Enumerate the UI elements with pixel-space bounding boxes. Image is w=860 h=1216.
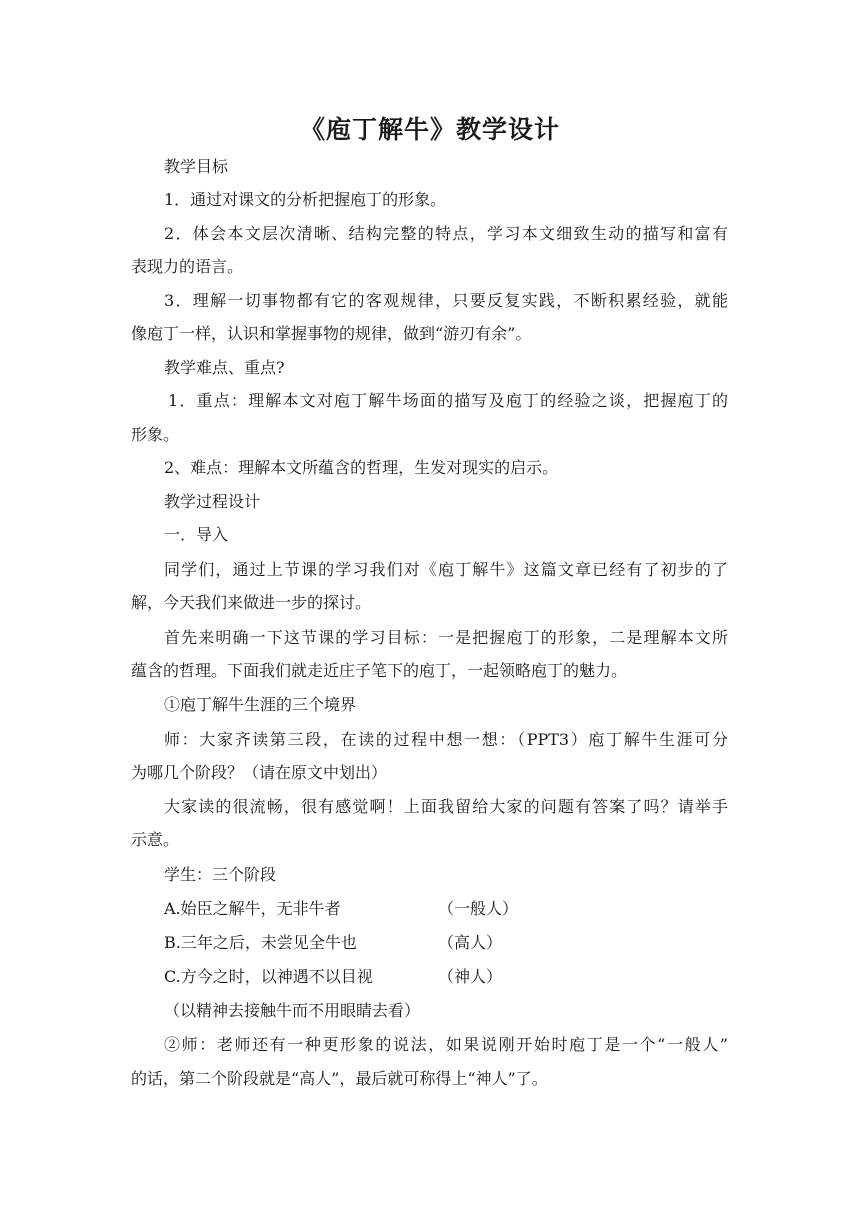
teacher-remark-line-1: ②师：老师还有一种更形象的说法，如果说刚开始时庖丁是一个“一般人” bbox=[164, 1035, 728, 1054]
goal-2-line-2: 表现力的语言。 bbox=[131, 257, 244, 276]
difficult-point: 2、难点：理解本文所蕴含的哲理，生发对现实的启示。 bbox=[164, 458, 559, 477]
teacher-prompt-line-2: 示意。 bbox=[131, 830, 180, 849]
goal-1: 1．通过对课文的分析把握庖丁的形象。 bbox=[164, 190, 447, 209]
teacher-question-line-2: 为哪几个阶段？（请在原文中划出） bbox=[131, 763, 388, 782]
goal-3-line-2: 像庖丁一样，认识和掌握事物的规律，做到“游刃有余”。 bbox=[131, 324, 532, 343]
student-answer: 学生：三个阶段 bbox=[164, 865, 277, 884]
goal-3-line-1: 3．理解一切事物都有它的客观规律，只要反复实践，不断积累经验，就能 bbox=[164, 291, 728, 310]
section-introduction: 一．导入 bbox=[164, 525, 229, 544]
document-title: 《庖丁解牛》教学设计 bbox=[299, 115, 560, 144]
stage-c: C.方今之时，以神遇不以目视 bbox=[164, 967, 373, 986]
intro-paragraph-1-line-2: 解，今天我们来做进一步的探讨。 bbox=[131, 593, 372, 612]
heading-teaching-process: 教学过程设计 bbox=[164, 492, 261, 511]
intro-paragraph-2-line-1: 首先来明确一下这节课的学习目标：一是把握庖丁的形象，二是理解本文所 bbox=[164, 628, 728, 647]
stage-c-label: （神人） bbox=[438, 967, 503, 986]
intro-paragraph-1-line-1: 同学们，通过上节课的学习我们对《庖丁解牛》这篇文章已经有了初步的了 bbox=[164, 560, 728, 579]
stage-a: A.始臣之解牛，无非牛者 bbox=[164, 899, 341, 918]
subsection-three-stages: ①庖丁解牛生涯的三个境界 bbox=[164, 695, 357, 714]
heading-key-difficult-points: 教学难点、重点? bbox=[164, 358, 285, 377]
teacher-question-line-1: 师：大家齐读第三段，在读的过程中想一想：（PPT3）庖丁解牛生涯可分 bbox=[164, 730, 728, 749]
intro-paragraph-2-line-2: 蕴含的哲理。下面我们就走近庄子笔下的庖丁，一起领略庖丁的魅力。 bbox=[131, 661, 628, 680]
stage-b-label: （高人） bbox=[438, 933, 503, 952]
stage-b: B.三年之后，未尝见全牛也 bbox=[164, 933, 357, 952]
heading-teaching-goals: 教学目标 bbox=[164, 157, 229, 176]
teacher-prompt-line-1: 大家读的很流畅，很有感觉啊！上面我留给大家的问题有答案了吗？请举手 bbox=[164, 797, 728, 816]
goal-2-line-1: 2．体会本文层次清晰、结构完整的特点，学习本文细致生动的描写和富有 bbox=[164, 224, 728, 243]
key-point-line-2: 形象。 bbox=[131, 425, 180, 444]
teacher-remark-line-2: 的话，第二个阶段就是“高人”，最后就可称得上“神人”了。 bbox=[131, 1069, 548, 1088]
stage-c-explanation: （以精神去接触牛而不用眼睛去看） bbox=[164, 1001, 421, 1020]
stage-a-label: （一般人） bbox=[438, 899, 519, 918]
key-point-line-1: 1．重点：理解本文对庖丁解牛场面的描写及庖丁的经验之谈，把握庖丁的 bbox=[168, 391, 728, 410]
